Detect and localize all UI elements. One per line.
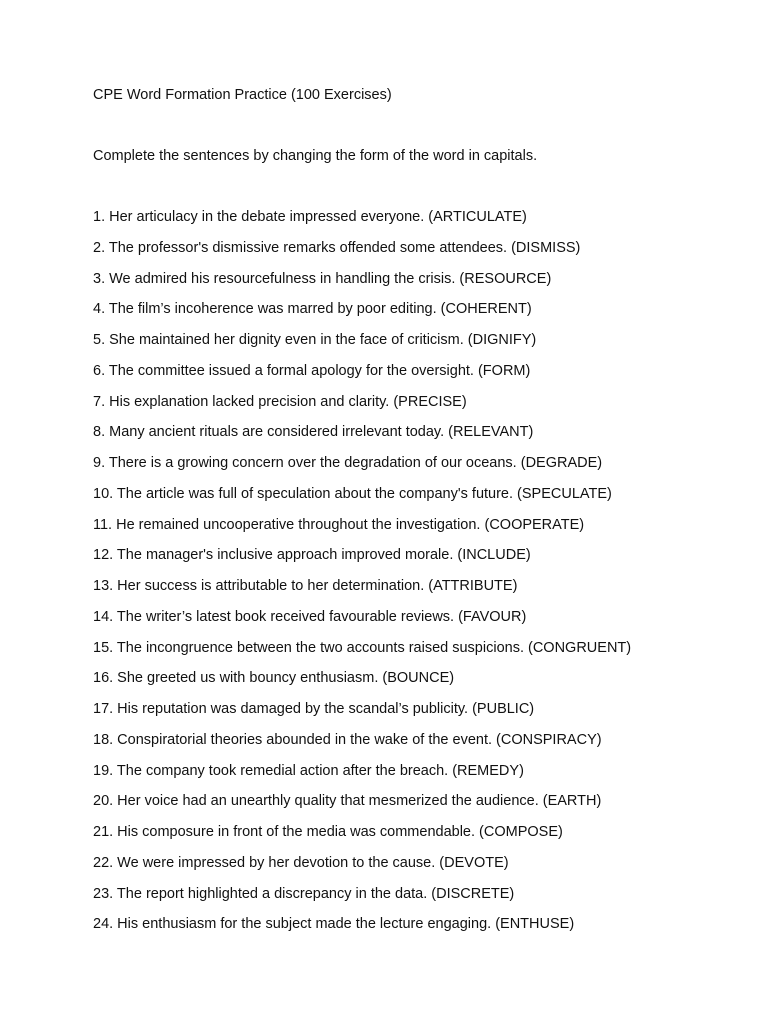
exercise-item: 15. The incongruence between the two accounts raised suspicions. (CONGRUENT) — [93, 639, 632, 656]
exercise-item: 14. The writer’s latest book received favourable reviews. (FAVOUR) — [93, 608, 527, 625]
exercise-item: 2. The professor's dismissive remarks offended some attendees. (DISMISS) — [93, 239, 581, 256]
exercise-item: 18. Conspiratorial theories abounded in the wake of the event. (CONSPIRACY) — [93, 731, 602, 748]
exercise-item: 3. We admired his resourcefulness in handling the crisis. (RESOURCE) — [93, 270, 552, 287]
exercise-item: 1. Her articulacy in the debate impressed everyone. (ARTICULATE) — [93, 209, 527, 225]
exercise-item: 5. She maintained her dignity even in the face of criticism. (DIGNIFY) — [93, 332, 537, 348]
exercise-item: 13. Her success is attributable to her determination. (ATTRIBUTE) — [93, 578, 518, 594]
exercise-item: 9. There is a growing concern over the degradation of our oceans. (DEGRADE) — [93, 455, 603, 471]
exercise-item: 8. Many ancient rituals are considered irrelevant today. (RELEVANT) — [93, 424, 534, 441]
exercise-item: 6. The committee issued a formal apology for the oversight. (FORM) — [93, 362, 531, 379]
exercise-item: 11. He remained uncooperative throughout the investigation. (COOPERATE) — [93, 516, 585, 533]
document-title: CPE Word Formation Practice (100 Exercises) — [93, 87, 392, 103]
exercise-list — [93, 208, 631, 946]
exercise-item: 21. His composure in front of the media was commendable. (COMPOSE) — [93, 824, 563, 840]
exercise-item: 7. His explanation lacked precision and clarity. (PRECISE) — [93, 393, 467, 410]
exercise-item: 16. She greeted us with bouncy enthusiasm. (BOUNCE) — [93, 670, 455, 687]
exercise-item: 20. Her voice had an unearthly quality that mesmerized the audience. (EARTH) — [93, 793, 602, 810]
document-instructions: Complete the sentences by changing the form of the word in capitals. — [93, 148, 538, 164]
exercise-item: 4. The film’s incoherence was marred by poor editing. (COHERENT) — [93, 301, 532, 318]
exercise-item: 22. We were impressed by her devotion to the cause. (DEVOTE) — [93, 854, 509, 871]
exercise-item: 23. The report highlighted a discrepancy in the data. (DISCRETE) — [93, 885, 515, 902]
exercise-item: 12. The manager's inclusive approach improved morale. (INCLUDE) — [93, 547, 531, 564]
exercise-item: 24. His enthusiasm for the subject made the lecture engaging. (ENTHUSE) — [93, 916, 575, 933]
exercise-item: 19. The company took remedial action after the breach. (REMEDY) — [93, 762, 524, 779]
exercise-item: 10. The article was full of speculation about the company's future. (SPECULATE) — [93, 485, 612, 502]
exercise-item: 17. His reputation was damaged by the scandal’s publicity. (PUBLIC) — [93, 701, 535, 717]
